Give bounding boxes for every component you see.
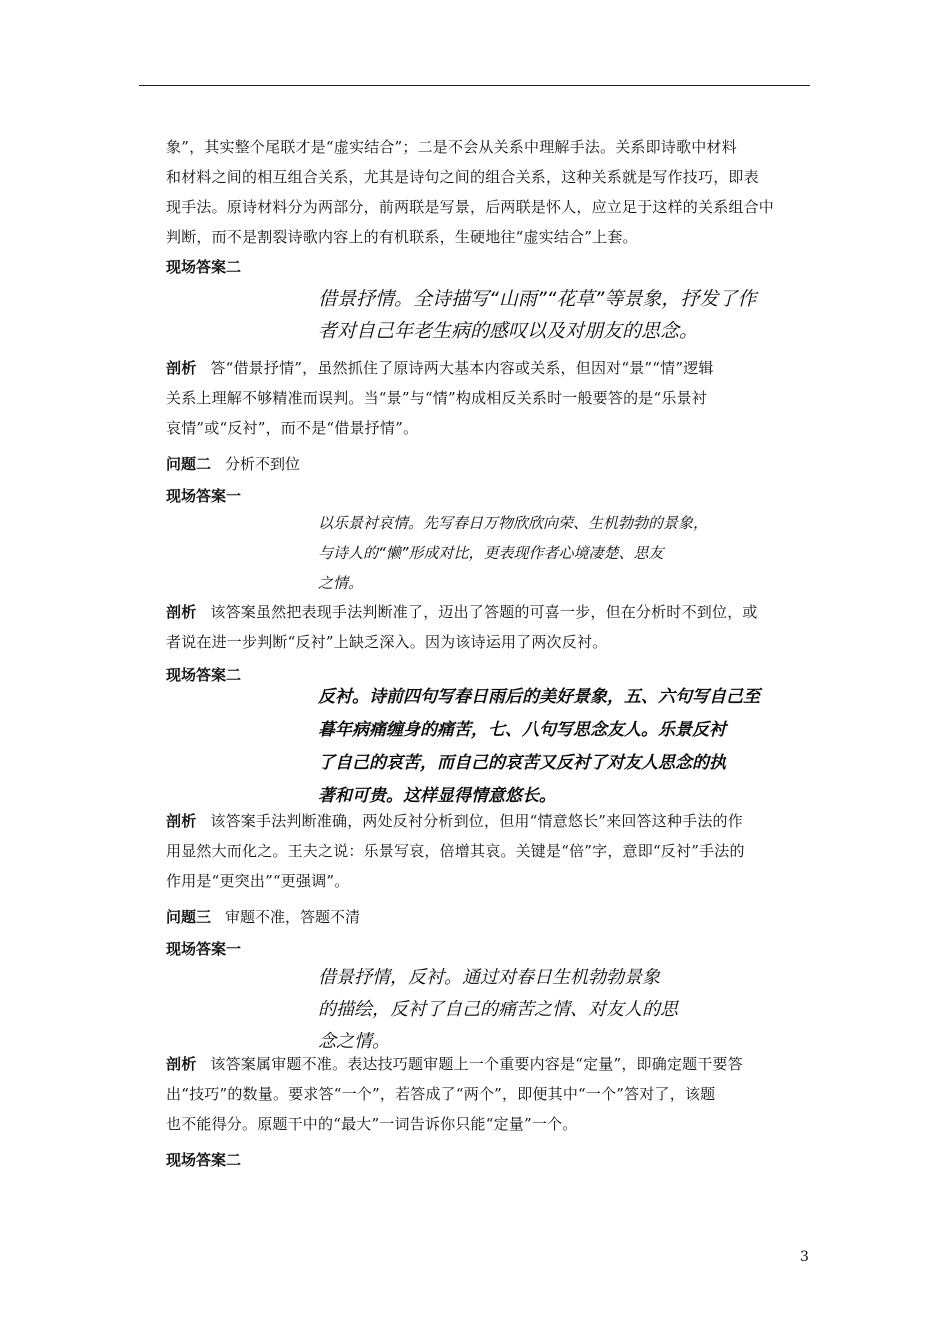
intro-paragraph xyxy=(166,132,810,252)
analysis-label: 剖析 xyxy=(166,359,197,377)
text-line: 该答案手法判断准确，两处反衬分析到位，但用“情意悠长”来回答这种手法的作 xyxy=(210,812,743,830)
handwritten-answer xyxy=(318,508,708,598)
handwritten-line: 与诗人的“懒”形成对比，更表现作者心境凄楚、思友 xyxy=(318,544,664,562)
section-heading xyxy=(166,252,810,282)
handwritten-answer xyxy=(318,283,756,347)
text-line: 判断，而不是割裂诗歌内容上的有机联系，生硬地往“虚实结合”上套。 xyxy=(166,228,638,246)
text-line: 答“借景抒情”，虽然抓住了原诗两大基本内容或关系，但因对“景”“情”逻辑 xyxy=(210,359,714,377)
text-line: 作用是“更突出”“更强调”。 xyxy=(166,872,350,890)
header-rule xyxy=(139,85,810,86)
text-line: 该答案属审题不准。表达技巧题审题上一个重要内容是“定量”，即确定题干要答 xyxy=(210,1055,743,1073)
text-line: 用显然大而化之。王夫之说：乐景写哀，倍增其哀。关键是“倍”字，意即“反衬”手法的 xyxy=(166,842,745,860)
handwritten-line: 反衬。诗前四句写春日雨后的美好景象，五、六句写自己至 xyxy=(318,687,760,707)
handwritten-line: 了自己的哀苦，而自己的哀苦又反衬了对友人思念的执 xyxy=(318,753,726,773)
section-heading xyxy=(166,934,810,964)
text-line: 和材料之间的相互组合关系，尤其是诗句之间的组合关系，这种关系就是写作技巧，即表 xyxy=(166,168,759,186)
text-line: 也不能得分。原题干中的“最大”一词告诉你只能“定量”一个。 xyxy=(166,1115,578,1133)
question-heading xyxy=(166,902,810,932)
page-number: 3 xyxy=(800,1249,809,1265)
analysis-paragraph xyxy=(166,1049,810,1139)
analysis-paragraph xyxy=(166,597,810,657)
text-line: 者说在进一步判断“反衬”上缺乏深入。因为该诗运用了两次反衬。 xyxy=(166,633,608,651)
handwritten-line: 之情。 xyxy=(318,574,364,592)
section-heading xyxy=(166,481,810,511)
handwritten-answer xyxy=(318,962,678,1058)
analysis-label: 剖析 xyxy=(166,603,197,621)
handwritten-line: 借景抒情，反衬。通过对春日生机勃勃景象 xyxy=(318,967,660,988)
text-line: 哀情”或“反衬”，而不是“借景抒情”。 xyxy=(166,419,419,437)
text-line: 该答案虽然把表现手法判断准了，迈出了答题的可喜一步，但在分析时不到位，或 xyxy=(210,603,758,621)
section-heading xyxy=(166,1145,810,1175)
text-line: 象”，其实整个尾联才是“虚实结合”；二是不会从关系中理解手法。关系即诗歌中材料 xyxy=(166,138,737,156)
analysis-paragraph xyxy=(166,353,810,443)
question-label: 问题二 xyxy=(166,455,212,473)
handwritten-line: 暮年病痛缠身的痛苦，七、八句写思念友人。乐景反衬 xyxy=(318,720,726,740)
handwritten-line: 借景抒情。全诗描写“山雨”“花草”等景象，抒发了作 xyxy=(318,288,757,310)
handwritten-line: 以乐景衬哀情。先写春日万物欣欣向荣、生机勃勃的景象， xyxy=(318,514,709,532)
handwritten-line: 的描绘，反衬了自己的痛苦之情、对友人的思 xyxy=(318,999,678,1020)
text-line: 关系上理解不够精准而误判。当“景”与“情”构成相反关系时一般要答的是“乐景衬 xyxy=(166,389,707,407)
handwritten-line: 者对自己年老生病的感叹以及对朋友的思念。 xyxy=(318,320,699,342)
question-heading xyxy=(166,449,810,479)
question-text: 审题不准，答题不清 xyxy=(225,908,361,926)
answer-heading: 现场答案二 xyxy=(166,1151,242,1169)
text-line: 现手法。原诗材料分为两部分，前两联是写景，后两联是怀人，应立足于这样的关系组合中 xyxy=(166,198,775,216)
answer-heading: 现场答案二 xyxy=(166,666,242,684)
analysis-label: 剖析 xyxy=(166,1055,197,1073)
answer-heading: 现场答案二 xyxy=(166,258,242,276)
analysis-paragraph xyxy=(166,806,810,896)
answer-heading: 现场答案一 xyxy=(166,940,242,958)
analysis-label: 剖析 xyxy=(166,812,197,830)
text-line: 出“技巧”的数量。要求答“一个”，若答成了“两个”，即便其中“一个”答对了，该题 xyxy=(166,1085,716,1103)
handwritten-line: 著和可贵。这样显得情意悠长。 xyxy=(318,786,556,806)
answer-heading: 现场答案一 xyxy=(166,487,242,505)
handwritten-answer xyxy=(318,681,760,813)
question-label: 问题三 xyxy=(166,908,212,926)
question-text: 分析不到位 xyxy=(225,455,301,473)
handwritten-line: 念之情。 xyxy=(318,1031,390,1052)
